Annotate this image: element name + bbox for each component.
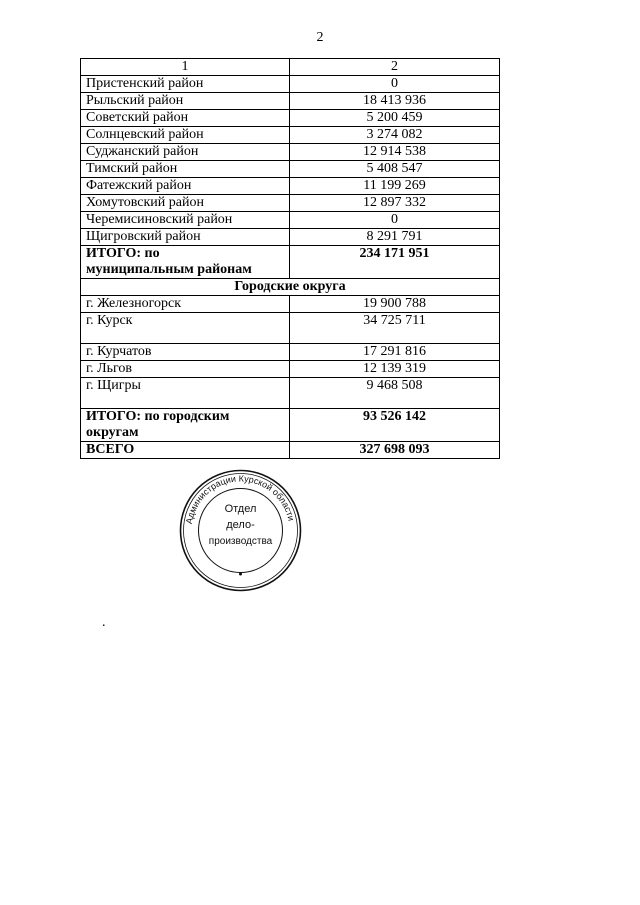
grand-total-value: 327 698 093: [290, 442, 500, 459]
total-cities-row: [81, 409, 500, 442]
district-value: 5 200 459: [290, 110, 500, 127]
table-header-row: [81, 59, 500, 76]
district-name: Советский район: [81, 110, 290, 127]
district-name: Фатежский район: [81, 178, 290, 195]
district-value: 8 291 791: [290, 229, 500, 246]
table-row: [81, 296, 500, 313]
city-name: г. Льгов: [81, 361, 290, 378]
table-row: [81, 361, 500, 378]
district-value: 0: [290, 212, 500, 229]
district-value: 3 274 082: [290, 127, 500, 144]
total-districts-row: [81, 246, 500, 279]
city-name: г. Курск: [81, 313, 290, 344]
district-name: Хомутовский район: [81, 195, 290, 212]
section-title: Городские округа: [81, 279, 500, 296]
grand-total-row: [81, 442, 500, 459]
table-row: [81, 76, 500, 93]
district-name: Пристенский район: [81, 76, 290, 93]
section-header-row: [81, 279, 500, 296]
stamp-line-1: Отдел: [224, 503, 257, 515]
district-name: Черемисиновский район: [81, 212, 290, 229]
table-row: [81, 144, 500, 161]
district-value: 5 408 547: [290, 161, 500, 178]
district-name: Тимский район: [81, 161, 290, 178]
page-number: 2: [316, 30, 324, 45]
city-name: г. Железногорск: [81, 296, 290, 313]
district-value: 12 897 332: [290, 195, 500, 212]
total-districts-value: 234 171 951: [290, 246, 500, 279]
district-name: Солнцевский район: [81, 127, 290, 144]
district-name: Суджанский район: [81, 144, 290, 161]
city-value: 9 468 508: [290, 378, 500, 409]
district-value: 18 413 936: [290, 93, 500, 110]
budget-table: [80, 58, 500, 459]
total-districts-label: [81, 246, 290, 279]
district-name: Рыльский район: [81, 93, 290, 110]
total-cities-value: 93 526 142: [290, 409, 500, 442]
district-value: 12 914 538: [290, 144, 500, 161]
total-cities-label-line1: ИТОГО: по городским: [86, 409, 230, 424]
table-row: [81, 110, 500, 127]
district-value: 0: [290, 76, 500, 93]
table-row: [81, 378, 500, 409]
table-row: [81, 344, 500, 361]
stray-mark: .: [102, 615, 106, 630]
total-districts-label-line2: муниципальным районам: [86, 262, 252, 277]
city-value: 12 139 319: [290, 361, 500, 378]
office-stamp: [178, 468, 303, 593]
city-value: 17 291 816: [290, 344, 500, 361]
district-name: Щигровский район: [81, 229, 290, 246]
stamp-line-3: производства: [208, 536, 273, 547]
total-districts-label-line1: ИТОГО: по: [86, 246, 160, 261]
city-name: г. Щигры: [81, 378, 290, 409]
grand-total-label: ВСЕГО: [81, 442, 290, 459]
city-value: 19 900 788: [290, 296, 500, 313]
header-col-2: 2: [290, 59, 500, 76]
stamp-line-2: дело-: [226, 519, 255, 531]
district-value: 11 199 269: [290, 178, 500, 195]
city-value: 34 725 711: [290, 313, 500, 344]
table-row: [81, 229, 500, 246]
table-row: [81, 161, 500, 178]
city-name: г. Курчатов: [81, 344, 290, 361]
header-col-1: 1: [81, 59, 290, 76]
total-cities-label: [81, 409, 290, 442]
table-row: [81, 93, 500, 110]
table-row: [81, 313, 500, 344]
stamp-ring-text: Администрации Курской области: [183, 473, 297, 525]
table-row: [81, 178, 500, 195]
total-cities-label-line2: округам: [86, 425, 139, 440]
table-row: [81, 195, 500, 212]
table-row: [81, 127, 500, 144]
stamp-graphic: [178, 468, 303, 593]
table-row: [81, 212, 500, 229]
